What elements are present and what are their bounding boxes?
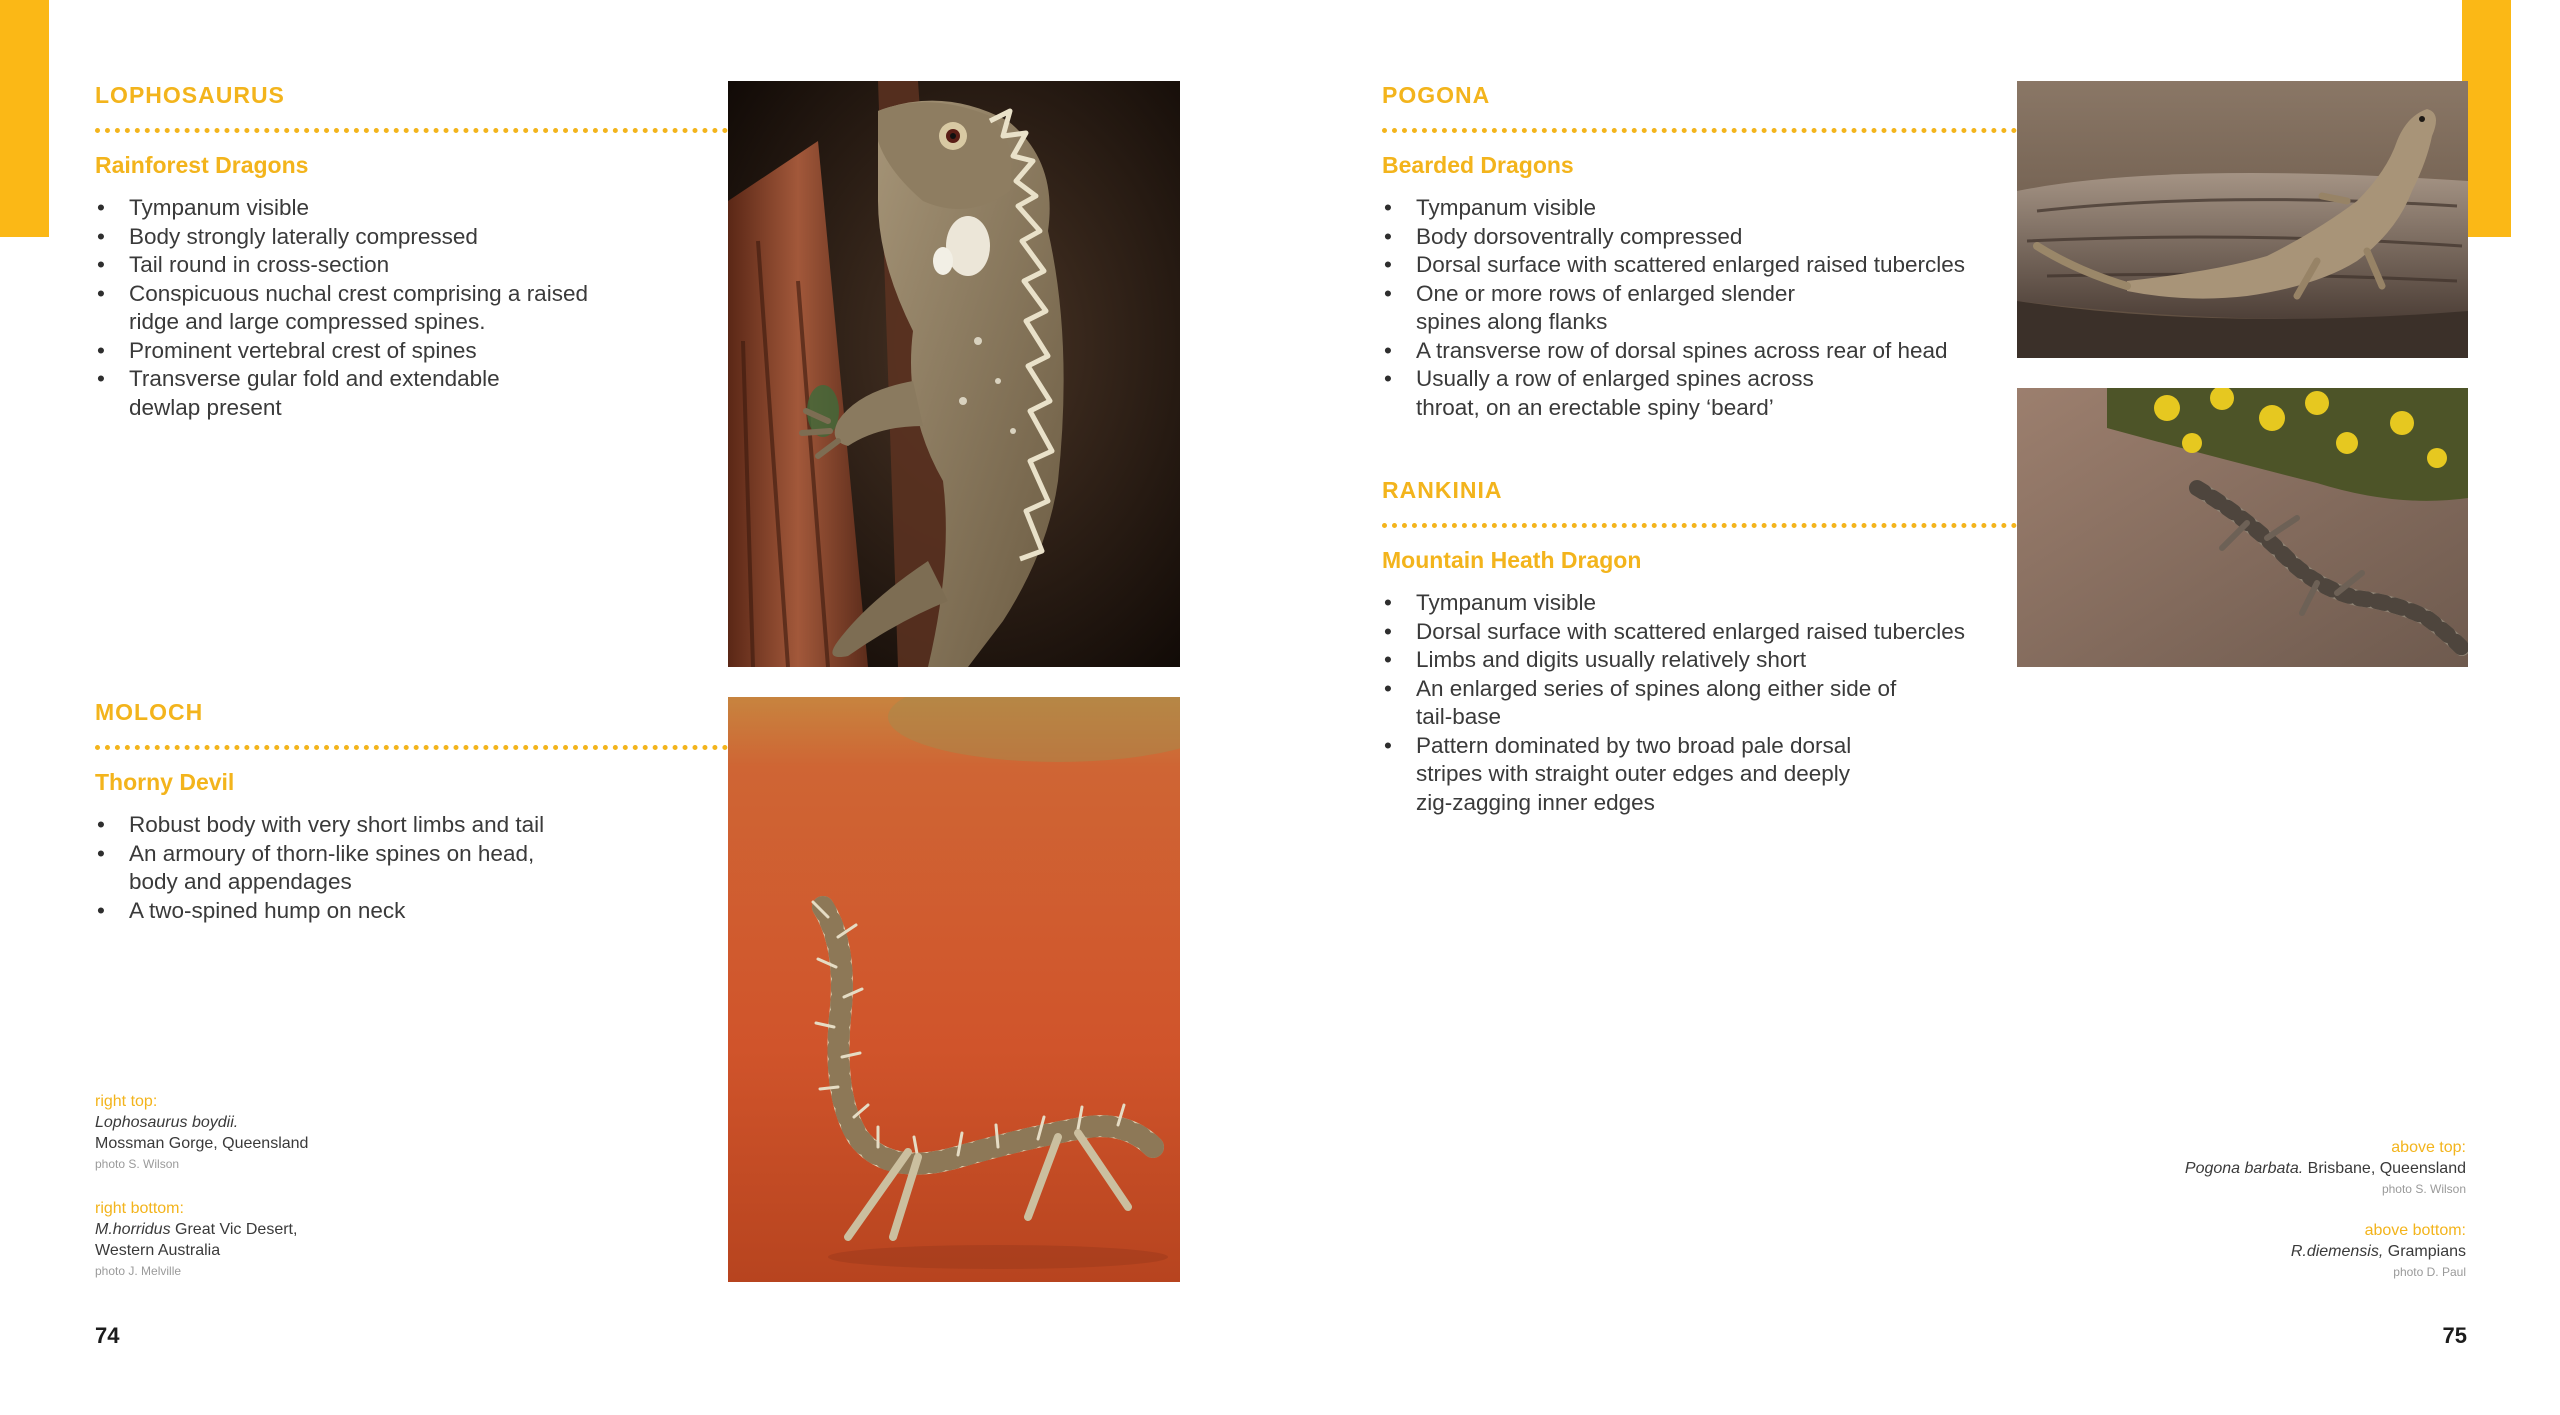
trait-list xyxy=(1382,589,1965,817)
caption-location: Grampians xyxy=(2387,1243,2466,1260)
trait-item: • A two-spined hump on neck xyxy=(95,897,544,926)
page-number-left: 74 xyxy=(95,1323,120,1348)
trait-item: • Dorsal surface with scattered enlarged raised tubercles xyxy=(1382,618,1965,647)
section-lophosaurus xyxy=(95,82,728,422)
caption-credit: photo S. Wilson xyxy=(2381,1182,2466,1196)
genus-title: MOLOCH xyxy=(95,699,204,725)
photo-moloch-image xyxy=(728,697,1180,1282)
chapter-tab-left xyxy=(0,0,49,237)
common-name: Thorny Devil xyxy=(95,769,235,795)
trait-item: • One or more rows of enlarged slender spines along flanks xyxy=(1382,280,1965,337)
caption-above-bottom xyxy=(2070,1220,2466,1282)
photo-rankinia xyxy=(2017,388,2468,667)
photo-pogona-image xyxy=(2017,81,2468,358)
caption-credit: photo S. Wilson xyxy=(95,1157,180,1171)
trait-item: • Dorsal surface with scattered enlarged raised tubercles xyxy=(1382,251,1965,280)
trait-item: • A transverse row of dorsal spines across rear of head xyxy=(1382,337,1965,366)
genus-title: LOPHOSAURUS xyxy=(95,82,285,108)
caption-label: right bottom: xyxy=(95,1200,184,1217)
common-name: Bearded Dragons xyxy=(1382,152,1574,178)
trait-item: • Body dorsoventrally compressed xyxy=(1382,223,1965,252)
caption-species: Pogona barbata. xyxy=(2184,1160,2304,1177)
trait-item: • Limbs and digits usually relatively short xyxy=(1382,646,1965,675)
caption-species: R.diemensis, xyxy=(2290,1243,2384,1260)
trait-list xyxy=(1382,194,1965,422)
section-rankinia xyxy=(1382,477,2017,837)
caption-above-top xyxy=(2070,1137,2466,1199)
trait-item: • Usually a row of enlarged spines across throat, on an erectable spiny ‘beard’ xyxy=(1382,365,1965,422)
trait-item: • An enlarged series of spines along either side of tail-base xyxy=(1382,675,1965,732)
common-name: Rainforest Dragons xyxy=(95,152,309,178)
section-pogona xyxy=(1382,82,2017,422)
trait-item: • An armoury of thorn-like spines on head, body and appendages xyxy=(95,840,544,897)
caption-credit: photo J. Melville xyxy=(95,1264,182,1278)
caption-species: Lophosaurus boydii. xyxy=(95,1114,239,1131)
photo-lophosaurus xyxy=(728,81,1180,667)
caption-right-top xyxy=(95,1091,425,1174)
caption-label: above bottom: xyxy=(2364,1222,2466,1239)
caption-right-bottom xyxy=(95,1198,425,1281)
photo-rankinia-image xyxy=(2017,388,2468,667)
caption-label: right top: xyxy=(95,1093,158,1110)
trait-item: • Body strongly laterally compressed xyxy=(95,223,588,252)
dotted-divider xyxy=(95,128,728,133)
caption-species: M.horridus xyxy=(95,1221,171,1238)
dotted-divider xyxy=(1382,128,2017,133)
photo-pogona xyxy=(2017,81,2468,358)
caption-credit: photo D. Paul xyxy=(2393,1265,2466,1279)
caption-location: Brisbane, Queensland xyxy=(2307,1160,2466,1177)
caption-label: above top: xyxy=(2391,1139,2466,1156)
trait-item: • Prominent vertebral crest of spines xyxy=(95,337,588,366)
genus-title: RANKINIA xyxy=(1382,477,1503,503)
dotted-divider xyxy=(1382,523,2017,528)
trait-item: • Tympanum visible xyxy=(95,194,588,223)
common-name: Mountain Heath Dragon xyxy=(1382,547,1642,573)
genus-title: POGONA xyxy=(1382,82,1491,108)
page-number-right: 75 xyxy=(2442,1323,2467,1348)
trait-item: • Conspicuous nuchal crest comprising a raised ridge and large compressed spines. xyxy=(95,280,588,337)
section-moloch xyxy=(95,699,728,949)
photo-lophosaurus-image xyxy=(728,81,1180,667)
trait-item: • Tympanum visible xyxy=(1382,589,1965,618)
caption-location: Great Vic Desert, xyxy=(175,1221,298,1238)
dotted-divider xyxy=(95,745,728,750)
trait-item: • Transverse gular fold and extendable dewlap present xyxy=(95,365,588,422)
caption-location-line2: Western Australia xyxy=(95,1242,221,1259)
trait-item: • Pattern dominated by two broad pale dorsal stripes with straight outer edges and deeply zig-zagging inner edges xyxy=(1382,732,1965,818)
trait-list xyxy=(95,194,588,422)
trait-item: • Tympanum visible xyxy=(1382,194,1965,223)
chapter-tab-right xyxy=(2462,0,2511,237)
trait-item: • Tail round in cross-section xyxy=(95,251,588,280)
photo-moloch xyxy=(728,697,1180,1282)
trait-item: • Robust body with very short limbs and tail xyxy=(95,811,544,840)
trait-list xyxy=(95,811,544,925)
caption-location: Mossman Gorge, Queensland xyxy=(95,1135,309,1152)
